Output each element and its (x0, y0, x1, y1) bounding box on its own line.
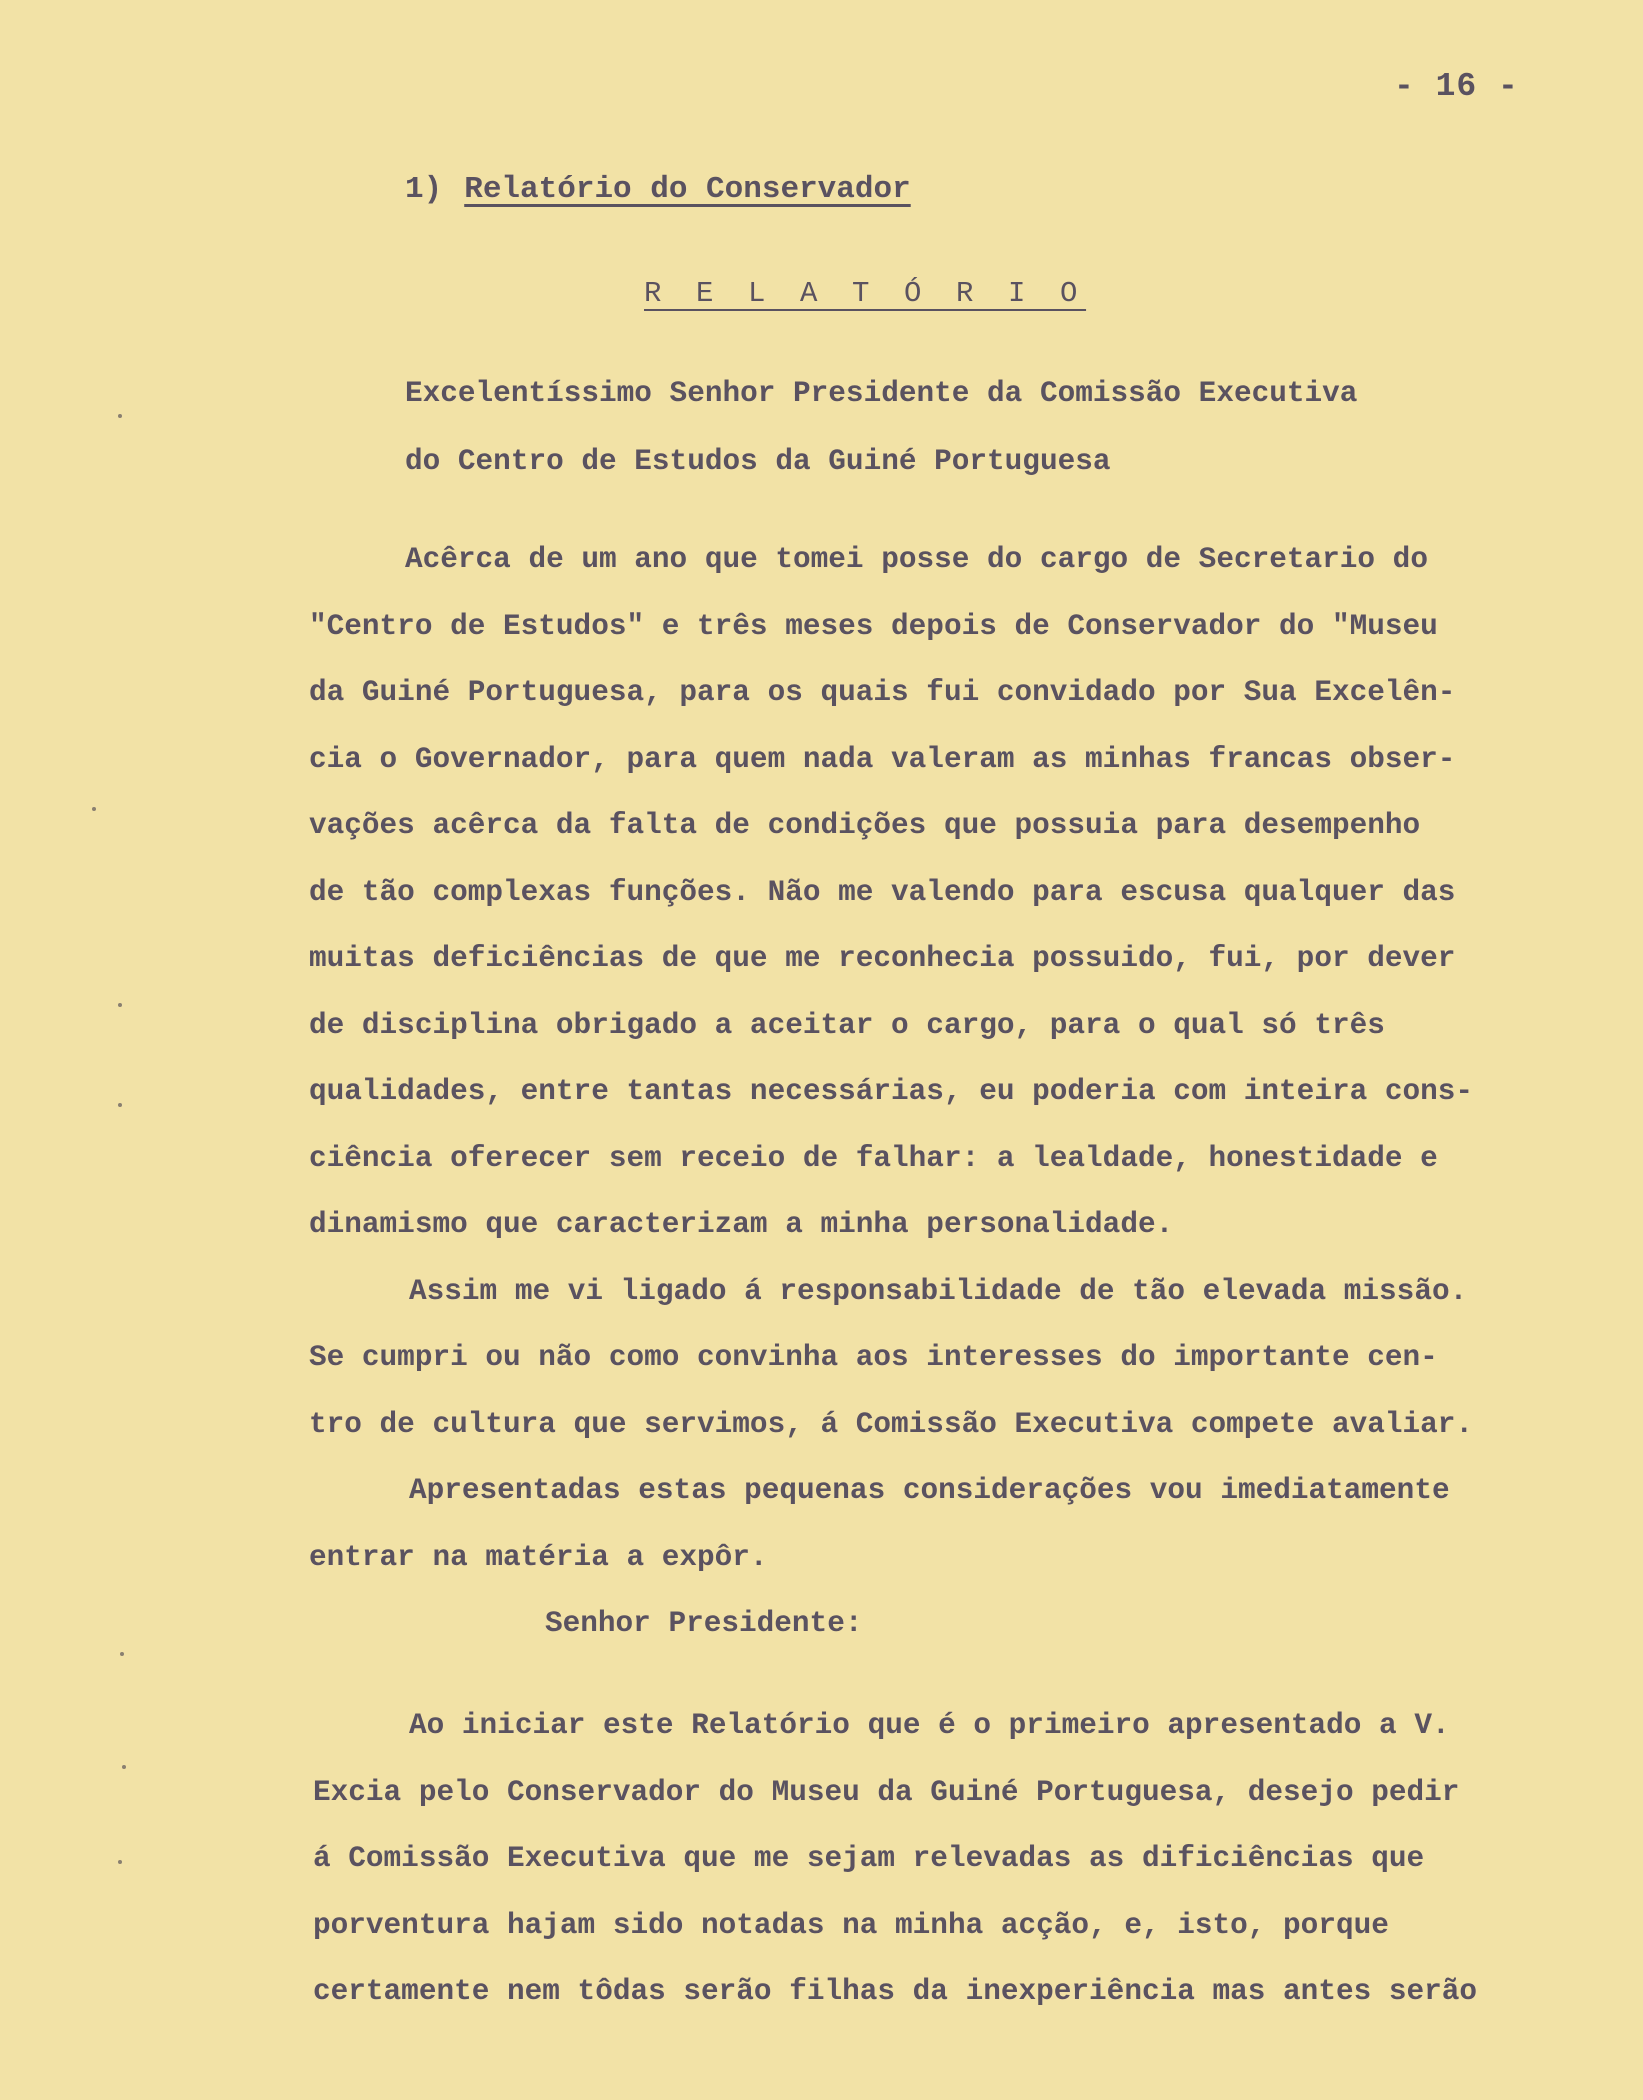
body-line: Se cumpri ou não como convinha aos interesses do importante cen- (309, 1341, 1438, 1374)
body-line: á Comissão Executiva que me sejam relevadas as dificiências que (313, 1842, 1425, 1875)
body-line: de tão complexas funções. Não me valendo para escusa qualquer das (309, 876, 1456, 909)
salutation: Senhor Presidente: (545, 1607, 863, 1640)
body-line: vações acêrca da falta de condições que possuia para desempenho (309, 809, 1421, 842)
body-line: da Guiné Portuguesa, para os quais fui convidado por Sua Excelên- (309, 676, 1456, 709)
body-line: dinamismo que caracterizam a minha personalidade. (309, 1208, 1174, 1241)
paper-speck (118, 1860, 122, 1864)
paper-speck (118, 1003, 122, 1007)
body-line: muitas deficiências de que me reconhecia possuido, fui, por dever (309, 942, 1456, 975)
paper-speck (92, 807, 96, 811)
body-line: Assim me vi ligado á responsabilidade de tão elevada missão. (409, 1275, 1468, 1308)
body-line: de disciplina obrigado a aceitar o cargo, para o qual só três (309, 1009, 1385, 1042)
report-title: R E L A T Ó R I O (644, 277, 1087, 310)
body-line: ciência oferecer sem receio de falhar: a lealdade, honestidade e (309, 1142, 1438, 1175)
address-line: Excelentíssimo Senhor Presidente da Comissão Executiva (405, 377, 1358, 410)
body-line: tro de cultura que servimos, á Comissão Executiva compete avaliar. (309, 1408, 1474, 1441)
paper-speck (120, 1652, 124, 1656)
body-line: Acêrca de um ano que tomei posse do cargo de Secretario do (405, 543, 1428, 576)
body-line: qualidades, entre tantas necessárias, eu poderia com inteira cons- (309, 1075, 1474, 1108)
body-line: Excia pelo Conservador do Museu da Guiné Portuguesa, desejo pedir (313, 1776, 1460, 1809)
body-line: certamente nem tôdas serão filhas da inexperiência mas antes serão (313, 1975, 1478, 2008)
body-line: entrar na matéria a expôr. (309, 1541, 768, 1574)
paper-speck (122, 1765, 126, 1769)
page-number: - 16 - (1394, 68, 1519, 105)
body-line: cia o Governador, para quem nada valeram as minhas francas obser- (309, 743, 1456, 776)
paper-speck (118, 1103, 122, 1107)
section-number: 1) (405, 172, 443, 207)
body-line: Ao iniciar este Relatório que é o primeiro apresentado a V. (409, 1709, 1450, 1742)
body-line: porventura hajam sido notadas na minha acção, e, isto, porque (313, 1909, 1389, 1942)
body-line: "Centro de Estudos" e três meses depois de Conservador do "Museu (309, 610, 1438, 643)
body-line: Apresentadas estas pequenas considerações vou imediatamente (409, 1474, 1450, 1507)
paper-speck (118, 414, 122, 418)
section-heading (405, 172, 911, 207)
section-title: Relatório do Conservador (464, 172, 911, 207)
address-line: do Centro de Estudos da Guiné Portuguesa (405, 445, 1111, 478)
